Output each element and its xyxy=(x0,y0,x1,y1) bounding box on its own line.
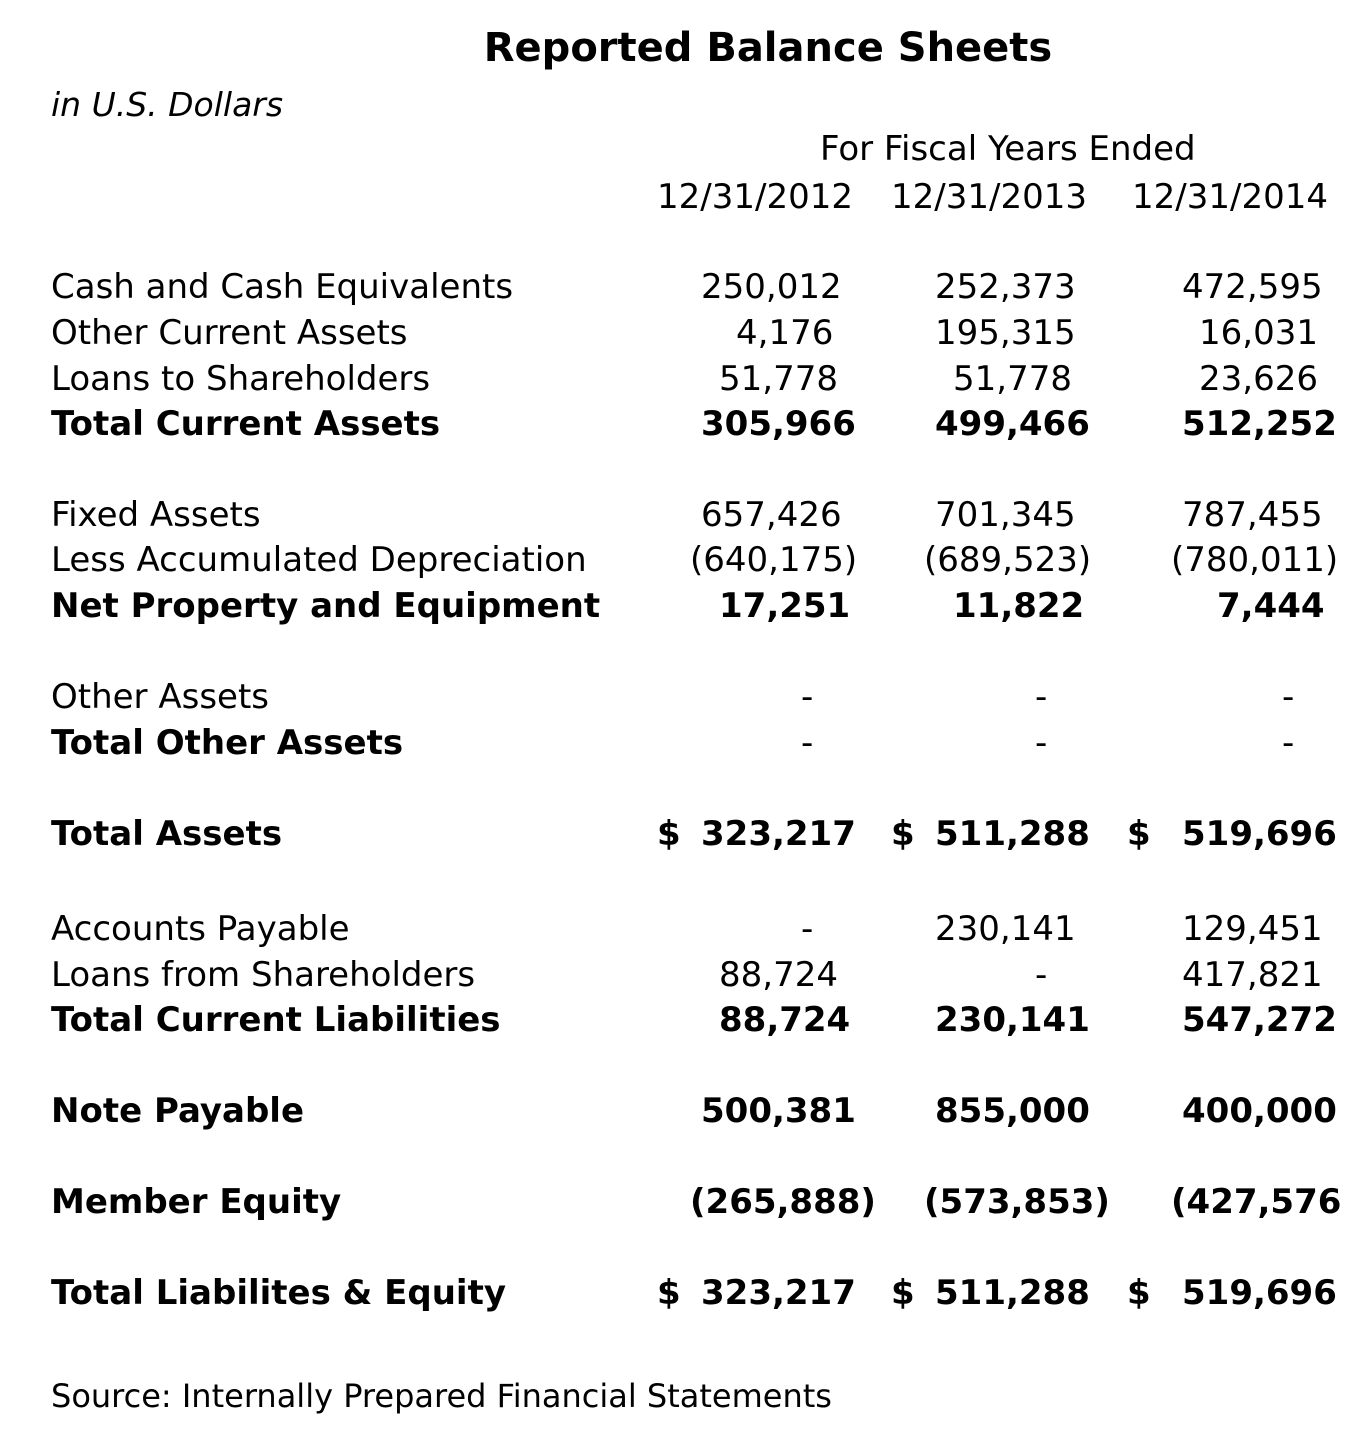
cell-value: 547,272 xyxy=(1182,1000,1337,1040)
cell-value: 519,696 xyxy=(1182,814,1337,854)
row-label: Other Assets xyxy=(51,677,269,717)
currency-symbol: $ xyxy=(891,1273,915,1313)
row-label: Loans to Shareholders xyxy=(51,359,431,399)
column-header-2012: 12/31/2012 xyxy=(657,177,853,217)
cell-value: 195,315 xyxy=(935,313,1076,353)
cell-value: 51,778 xyxy=(719,359,838,399)
currency-symbol: $ xyxy=(657,1273,681,1313)
row-label: Less Accumulated Depreciation xyxy=(51,540,587,580)
cell-value: 7,444 xyxy=(1217,586,1325,626)
cell-value: 500,381 xyxy=(701,1091,856,1131)
row-label: Accounts Payable xyxy=(51,909,350,949)
cell-value: (689,523) xyxy=(924,540,1092,580)
cell-value: 51,778 xyxy=(953,359,1072,399)
cell-value: 512,252 xyxy=(1182,404,1337,444)
cell-value: 499,466 xyxy=(935,404,1090,444)
cell-value: 701,345 xyxy=(935,495,1076,535)
cell-value: (573,853) xyxy=(924,1182,1110,1222)
cell-value: (265,888) xyxy=(690,1182,876,1222)
cell-value: 16,031 xyxy=(1199,313,1318,353)
row-label: Fixed Assets xyxy=(51,495,261,535)
row-label: Member Equity xyxy=(51,1182,342,1222)
cell-value: 511,288 xyxy=(935,814,1090,854)
cell-value: 252,373 xyxy=(935,267,1076,307)
cell-value: - xyxy=(801,909,814,949)
cell-value: 230,141 xyxy=(935,909,1076,949)
row-label: Note Payable xyxy=(51,1091,305,1131)
period-header: For Fiscal Years Ended xyxy=(820,129,1196,169)
cell-value: 305,966 xyxy=(701,404,856,444)
cell-value: 657,426 xyxy=(701,495,842,535)
cell-value: 417,821 xyxy=(1182,955,1323,995)
cell-value: 787,455 xyxy=(1182,495,1323,535)
currency-symbol: $ xyxy=(1127,814,1151,854)
cell-value: 230,141 xyxy=(935,1000,1090,1040)
currency-symbol: $ xyxy=(657,814,681,854)
cell-value: 855,000 xyxy=(935,1091,1090,1131)
unit-note: in U.S. Dollars xyxy=(51,85,284,124)
currency-symbol: $ xyxy=(891,814,915,854)
row-label: Total Other Assets xyxy=(51,723,404,763)
cell-value: - xyxy=(1035,955,1048,995)
column-header-2013: 12/31/2013 xyxy=(891,177,1087,217)
cell-value: (427,576 xyxy=(1171,1182,1342,1222)
cell-value: 23,626 xyxy=(1199,359,1318,399)
cell-value: - xyxy=(1035,677,1048,717)
cell-value: - xyxy=(1035,723,1048,763)
row-label: Other Current Assets xyxy=(51,313,408,353)
cell-value: - xyxy=(1282,723,1295,763)
cell-value: - xyxy=(1282,677,1295,717)
row-label: Total Current Assets xyxy=(51,404,441,444)
cell-value: 323,217 xyxy=(701,814,856,854)
cell-value: (640,175) xyxy=(690,540,858,580)
cell-value: 129,451 xyxy=(1182,909,1323,949)
cell-value: 17,251 xyxy=(719,586,851,626)
cell-value: 472,595 xyxy=(1182,267,1323,307)
cell-value: 323,217 xyxy=(701,1273,856,1313)
column-header-2014: 12/31/2014 xyxy=(1132,177,1328,217)
cell-value: 4,176 xyxy=(736,313,834,353)
cell-value: 250,012 xyxy=(701,267,842,307)
cell-value: - xyxy=(801,723,814,763)
cell-value: - xyxy=(801,677,814,717)
cell-value: 88,724 xyxy=(719,1000,851,1040)
row-label: Net Property and Equipment xyxy=(51,586,601,626)
cell-value: 400,000 xyxy=(1182,1091,1337,1131)
cell-value: 511,288 xyxy=(935,1273,1090,1313)
source-note: Source: Internally Prepared Financial Statements xyxy=(51,1377,832,1415)
row-label: Total Liabilites & Equity xyxy=(51,1273,506,1313)
currency-symbol: $ xyxy=(1127,1273,1151,1313)
cell-value: (780,011) xyxy=(1171,540,1339,580)
cell-value: 519,696 xyxy=(1182,1273,1337,1313)
report-title: Reported Balance Sheets xyxy=(483,25,1053,71)
row-label: Cash and Cash Equivalents xyxy=(51,267,514,307)
row-label: Total Assets xyxy=(51,814,283,854)
row-label: Total Current Liabilities xyxy=(51,1000,501,1040)
row-label: Loans from Shareholders xyxy=(51,955,476,995)
cell-value: 11,822 xyxy=(953,586,1085,626)
cell-value: 88,724 xyxy=(719,955,838,995)
